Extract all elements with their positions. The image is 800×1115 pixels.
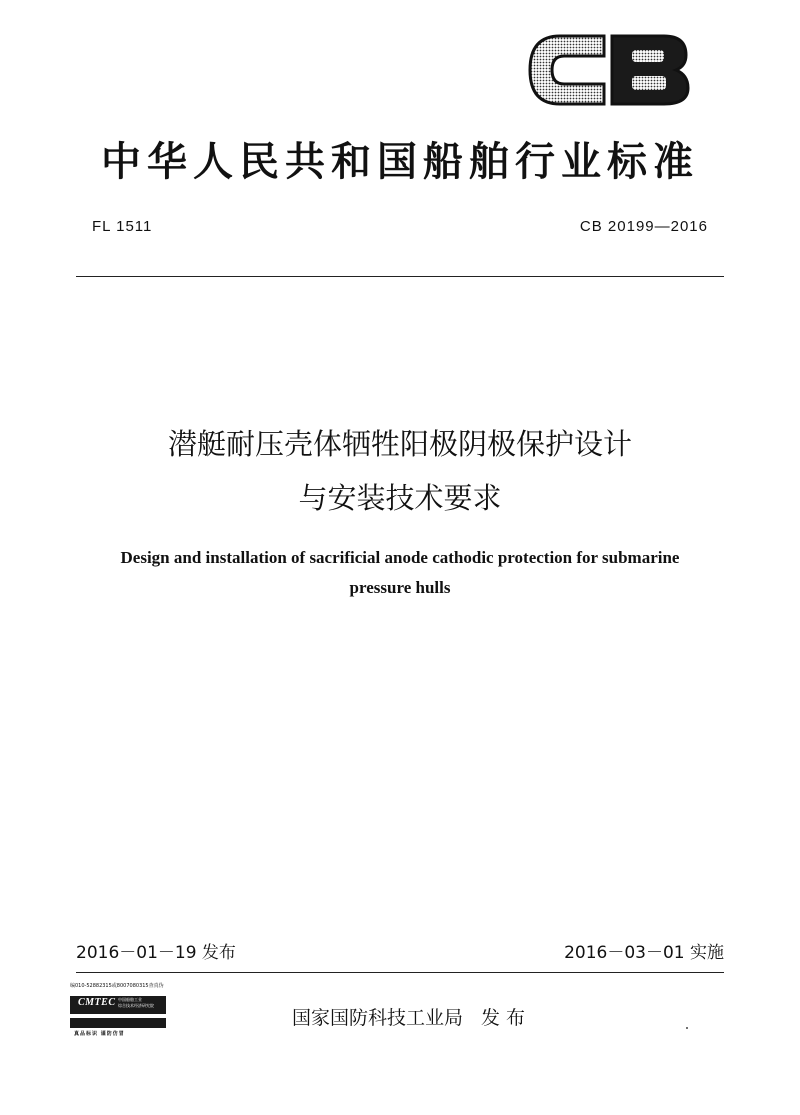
stamp-authentic-text: 真品标识 谨防仿冒 [74, 1031, 125, 1037]
stamp-bar [70, 1018, 166, 1028]
document-title-cn-line2: 与安装技术要求 [298, 481, 502, 515]
publisher-line [292, 1003, 525, 1030]
stamp-band [70, 996, 166, 1014]
publisher-name: 国家国防科技工业局 [292, 1007, 464, 1029]
stamp-side-text-line1: 中国船舶工业 [118, 997, 142, 1002]
stamp-side-text-line2: 综合技术经济研究院 [118, 1003, 154, 1008]
anti-counterfeit-stamp [70, 982, 166, 1040]
publisher-action: 发 布 [481, 1007, 526, 1029]
issue-date: 2016－01－19 发布 [76, 943, 236, 963]
implementation-date: 2016－03－01 实施 [564, 943, 724, 963]
stamp-brand: CMTEC [78, 997, 116, 1008]
document-title-en-line1: Design and installation of sacrificial anode cathodic protection for submarine [120, 548, 680, 567]
document-title-cn-line1: 潜艇耐压壳体牺牲阳极阴极保护设计 [167, 427, 632, 461]
standard-category-title: 中华人民共和国船舶行业标准 [101, 139, 699, 185]
stamp-side-text [118, 997, 154, 1009]
document-title-en-line2: pressure hulls [349, 578, 451, 597]
footer-divider [76, 972, 724, 973]
classification-code: FL 1511 [92, 218, 153, 235]
cb-logo [524, 28, 692, 112]
standard-number: CB 20199—2016 [579, 218, 708, 235]
header-divider [76, 276, 724, 277]
stamp-verify-text: 编010-52882315或8007080315查真伪 [70, 983, 164, 989]
scan-dot [686, 1027, 688, 1029]
